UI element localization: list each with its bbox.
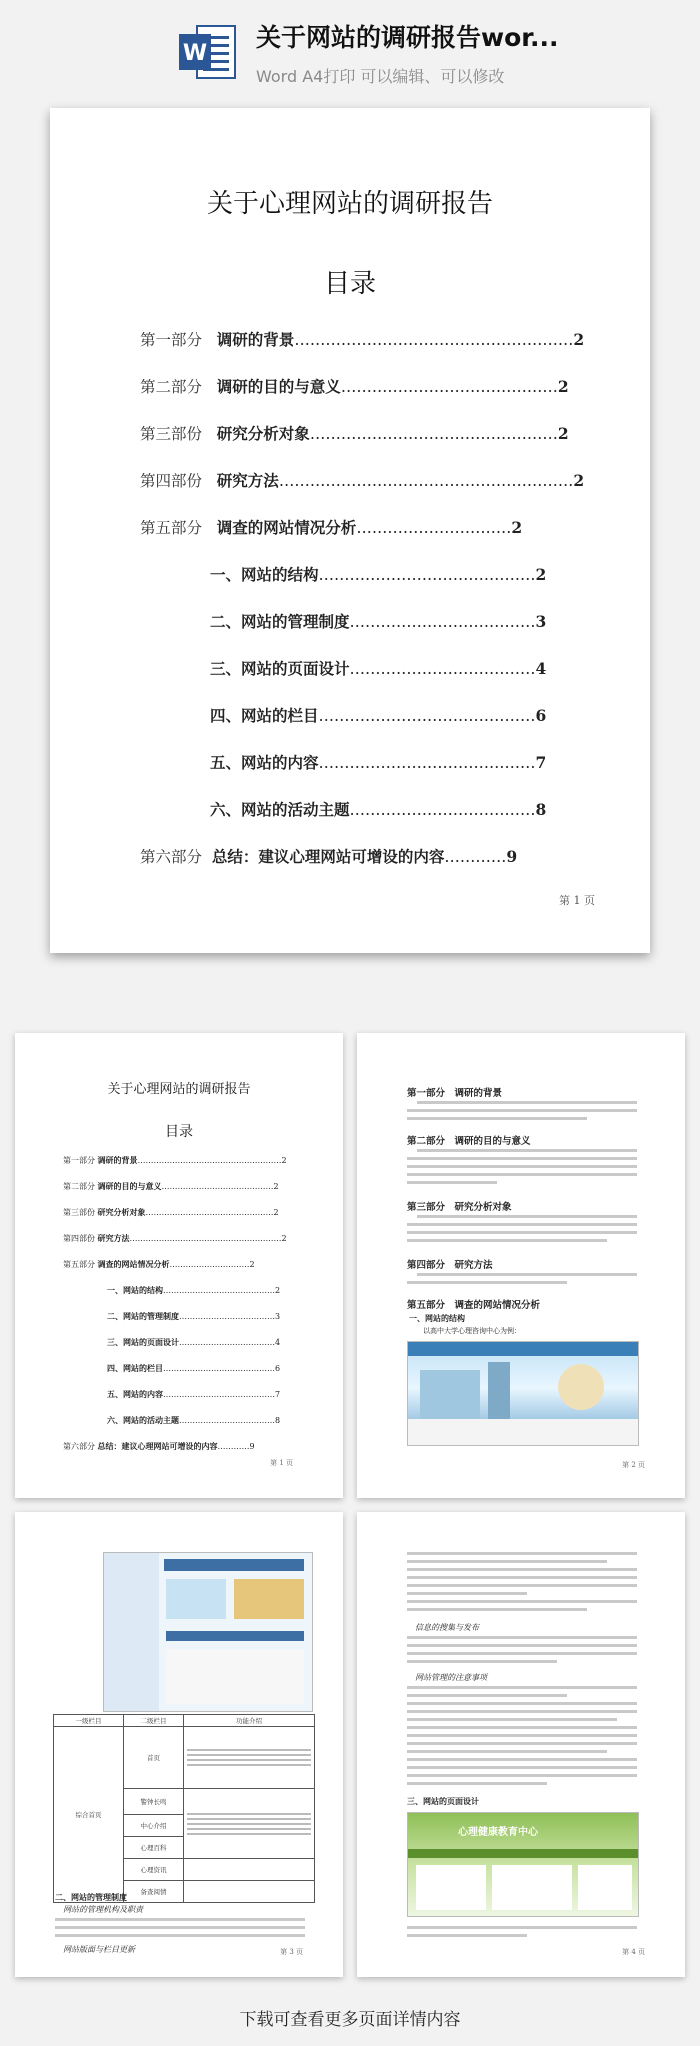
text-line <box>407 1636 637 1639</box>
text-line <box>407 1584 637 1587</box>
table-header: 一级栏目 <box>54 1715 124 1727</box>
toc-line-10: 五、网站的内容……………………………………7 <box>210 753 547 772</box>
website-screenshot <box>407 1812 639 1917</box>
text-line <box>407 1281 567 1284</box>
toc-line-11: 六、网站的活动主题………………………………8 <box>210 800 547 819</box>
text-line <box>407 1157 637 1160</box>
table-header: 二级栏目 <box>124 1715 184 1727</box>
text-line <box>407 1742 637 1745</box>
text-line <box>407 1686 637 1689</box>
toc-line-3: 第三部份 研究分析对象…………………………………………2 <box>140 424 569 443</box>
thumb-subheading: 网站版面与栏目更新 <box>63 1945 135 1954</box>
text-line <box>407 1576 637 1579</box>
thumbnail-page-2[interactable] <box>357 1033 685 1498</box>
thumb-toc-line: 第四部份 研究方法…………………………………………………2 <box>63 1233 287 1243</box>
text-line <box>407 1173 637 1176</box>
table-cell-text <box>184 1727 315 1789</box>
text-line <box>417 1101 637 1104</box>
website-screenshot <box>103 1552 313 1712</box>
thumb-section: 第四部分 研究方法 <box>407 1260 493 1271</box>
text-line <box>407 1600 637 1603</box>
text-line <box>407 1710 637 1713</box>
text-line <box>407 1560 607 1563</box>
text-line <box>407 1608 587 1611</box>
thumb-toc-line: 第一部分 调研的背景………………………………………………2 <box>63 1155 287 1165</box>
text-line <box>407 1782 547 1785</box>
thumb-page-number: 第 3 页 <box>280 1948 303 1956</box>
thumb-toc-line: 五、网站的内容……………………………………7 <box>107 1389 281 1399</box>
thumb-toc-line: 四、网站的栏目……………………………………6 <box>107 1363 281 1373</box>
text-line <box>407 1702 637 1705</box>
text-line <box>407 1660 557 1663</box>
text-line <box>417 1149 637 1152</box>
toc-line-2: 第二部分 调研的目的与意义……………………………………2 <box>140 377 569 396</box>
text-line <box>55 1926 305 1929</box>
thumb-subheading: 信息的搜集与发布 <box>415 1623 479 1632</box>
text-line <box>407 1231 637 1234</box>
toc-line-4: 第四部份 研究方法…………………………………………………2 <box>140 471 585 490</box>
table-cell: 中心介绍 <box>124 1815 184 1837</box>
website-screenshot <box>407 1341 639 1446</box>
thumb-text: 以高中大学心理咨询中心为例： <box>423 1327 521 1335</box>
toc-line-9: 四、网站的栏目……………………………………6 <box>210 706 547 725</box>
text-line <box>417 1273 637 1276</box>
document-title: 关于心理网站的调研报告 <box>206 189 493 219</box>
thumb-subsection: 一、网站的结构 <box>409 1313 465 1323</box>
text-line <box>407 1718 617 1721</box>
toc-line-12: 第六部分 总结：建议心理网站可增设的内容…………9 <box>140 847 518 866</box>
text-line <box>407 1766 637 1769</box>
text-line <box>407 1934 527 1937</box>
thumb-toc-line: 第二部分 调研的目的与意义……………………………………2 <box>63 1181 279 1191</box>
text-line <box>407 1117 587 1120</box>
header-title: 关于网站的调研报告wor... <box>256 23 559 52</box>
thumb-toc-line: 一、网站的结构……………………………………2 <box>107 1285 281 1295</box>
thumb-toc-line: 第三部份 研究分析对象…………………………………………2 <box>63 1207 279 1217</box>
toc-line-5: 第五部分 调查的网站情况分析…………………………2 <box>140 518 523 537</box>
thumb-toc-line: 第六部分 总结：建议心理网站可增设的内容…………9 <box>63 1441 255 1451</box>
text-line <box>407 1592 527 1595</box>
thumb-toc-line: 二、网站的管理制度………………………………3 <box>107 1311 281 1321</box>
text-line <box>407 1165 637 1168</box>
toc-line-8: 三、网站的页面设计………………………………4 <box>210 659 547 678</box>
toc-line-1: 第一部分 调研的背景………………………………………………2 <box>140 330 585 349</box>
thumb-subheading: 网站的管理机构及职责 <box>63 1905 143 1914</box>
thumb-page-number: 第 1 页 <box>270 1459 293 1467</box>
text-line <box>407 1750 607 1753</box>
thumb-section: 三、网站的页面设计 <box>407 1796 479 1806</box>
text-line <box>407 1926 637 1929</box>
text-line <box>407 1239 607 1242</box>
page-number: 第 1 页 <box>559 894 595 907</box>
text-line <box>55 1934 305 1937</box>
thumb-section: 第二部分 调研的目的与意义 <box>407 1136 531 1147</box>
footer-link[interactable]: 下载可查看更多页面详情内容 <box>239 2010 461 2030</box>
thumb-section: 第三部分 研究分析对象 <box>407 1202 512 1213</box>
text-line <box>407 1734 637 1737</box>
thumb-toc-heading: 目录 <box>165 1124 193 1140</box>
word-icon <box>175 20 239 84</box>
text-line <box>407 1223 637 1226</box>
text-line <box>417 1215 637 1218</box>
columns-table <box>53 1714 315 1903</box>
thumb-page-number: 第 4 页 <box>622 1948 645 1956</box>
table-cell-text <box>184 1789 315 1859</box>
toc-heading: 目录 <box>323 269 376 299</box>
thumb-page-number: 第 2 页 <box>622 1461 645 1469</box>
header <box>0 0 700 100</box>
table-cell: 综合首页 <box>54 1727 124 1903</box>
thumb-section: 二、网站的管理制度 <box>55 1892 127 1902</box>
text-line <box>407 1109 637 1112</box>
table-cell: 心理百科 <box>124 1837 184 1859</box>
table-cell: 备查阅情 <box>124 1881 184 1903</box>
text-line <box>407 1181 497 1184</box>
thumb-section: 第一部分 调研的背景 <box>407 1088 503 1099</box>
text-line <box>407 1644 637 1647</box>
toc-line-6: 一、网站的结构……………………………………2 <box>210 565 547 584</box>
thumb-subheading: 网站管理的注意事项 <box>415 1673 487 1682</box>
text-line <box>407 1552 637 1555</box>
thumbnail-page-3[interactable] <box>15 1512 343 1977</box>
thumb-toc-line: 第五部分 调查的网站情况分析…………………………2 <box>63 1259 255 1269</box>
table-cell: 心理资讯 <box>124 1859 184 1881</box>
svg-text:W: W <box>182 41 208 66</box>
thumb-toc-line: 三、网站的页面设计………………………………4 <box>107 1337 281 1347</box>
header-subtitle: Word A4打印 可以编辑、可以修改 <box>256 67 505 86</box>
thumbnail-page-1[interactable] <box>15 1033 343 1498</box>
thumb-section: 第五部分 调查的网站情况分析 <box>407 1300 541 1311</box>
text-line <box>407 1774 637 1777</box>
text-line <box>407 1758 637 1761</box>
table-header: 功能介绍 <box>184 1715 315 1727</box>
thumb-title: 关于心理网站的调研报告 <box>107 1082 251 1097</box>
table-cell: 首页 <box>124 1727 184 1789</box>
thumb-toc-line: 六、网站的活动主题………………………………8 <box>107 1415 281 1425</box>
thumbnail-page-4[interactable] <box>357 1512 685 1977</box>
document-page-1 <box>50 108 650 953</box>
text-line <box>407 1694 567 1697</box>
text-line <box>407 1726 637 1729</box>
toc-line-7: 二、网站的管理制度………………………………3 <box>210 612 547 631</box>
table-cell: 警钟长鸣 <box>124 1789 184 1815</box>
text-line <box>407 1652 637 1655</box>
banner-text: 心理健康教育中心 <box>458 1827 538 1838</box>
text-line <box>407 1568 637 1571</box>
text-line <box>55 1918 305 1921</box>
